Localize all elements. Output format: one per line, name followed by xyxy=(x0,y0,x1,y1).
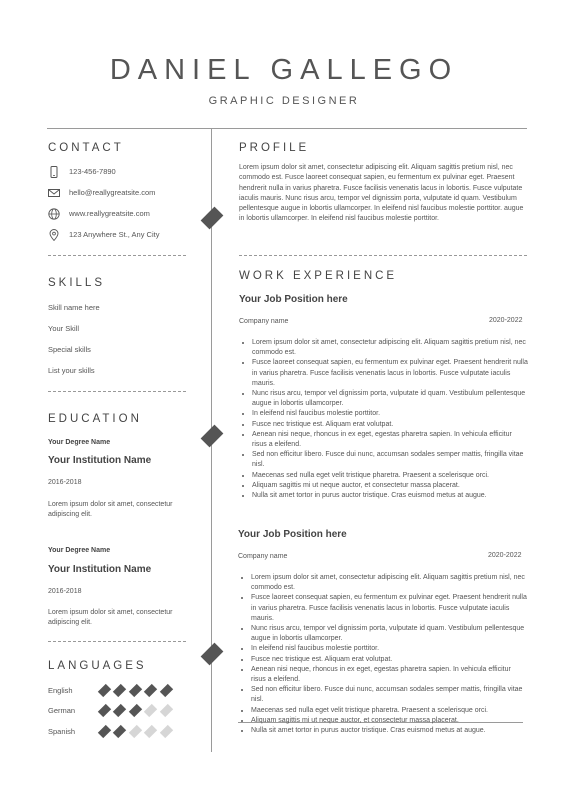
language-rating xyxy=(100,686,175,695)
job-bullets xyxy=(240,338,528,501)
rating-diamond-icon xyxy=(113,684,126,697)
company-name: Company name xyxy=(239,318,289,325)
job-bullet: • Lorem ipsum dolor sit amet, consectetur adipiscing elit. Aliquam sagittis pretium nisl, nec commodo est. xyxy=(252,338,528,358)
language-rating xyxy=(100,706,175,715)
job-bullet: • Sed non efficitur libero. Fusce dui nunc, accumsan sodales semper mattis, fringilla vitae nisl. xyxy=(252,450,528,470)
job-bullet: • Lorem ipsum dolor sit amet, consectetur adipiscing elit. Aliquam sagittis pretium nisl, nec commodo est. xyxy=(251,573,527,593)
section-divider xyxy=(48,391,186,392)
education-years: 2016-2018 xyxy=(48,479,82,486)
job-bullet: • Aenean nisi neque, rhoncus in ex eget, egestas pharetra sapien. In vehicula efficitur risus a eleifend. xyxy=(251,665,527,685)
job-bullet: • In eleifend nisl faucibus molestie porttitor. xyxy=(251,644,527,654)
languages-heading: LANGUAGES xyxy=(48,660,147,672)
job-bullet: • Nunc risus arcu, tempor vel dignissim porta, vulputate id quam. Vestibulum pellentesque augue in lobortis ullamcorper. xyxy=(251,624,527,644)
rating-diamond-icon xyxy=(144,725,157,738)
rating-diamond-icon xyxy=(159,725,172,738)
job-bullet: • Nulla sit amet tortor in purus auctor tristique. Cras euismod metus at augue. xyxy=(252,491,528,501)
resume-title: GRAPHIC DESIGNER xyxy=(208,95,360,107)
job-bullet: • Fusce laoreet consequat sapien, eu fermentum ex pulvinar eget. Praesent hendrerit nulla in varius pharetra. Fusce facilisis venenatis lacus in lobortis. Fusce vulputate iaculis mauris. xyxy=(252,358,528,389)
education-description: Lorem ipsum dolor sit amet, consectetur adipiscing elit. xyxy=(48,501,173,519)
rating-diamond-icon xyxy=(159,704,172,717)
language-name: Spanish xyxy=(48,727,76,736)
company-name: Company name xyxy=(238,553,288,560)
job-bullet: • Sed non efficitur libero. Fusce dui nunc, accumsan sodales semper mattis, fringilla vitae nisl. xyxy=(251,685,527,705)
skill-item: List your skills xyxy=(48,366,95,375)
phone-icon xyxy=(48,165,60,183)
contact-heading: CONTACT xyxy=(48,142,124,154)
job-bullet: • Maecenas sed nulla eget velit tristique pharetra. Praesent a scelerisque orci. xyxy=(251,706,527,716)
rating-diamond-icon xyxy=(159,684,172,697)
degree-name: Your Degree Name xyxy=(48,439,111,446)
education-years: 2016-2018 xyxy=(48,588,82,595)
profile-heading: PROFILE xyxy=(239,142,310,154)
skills-heading: SKILLS xyxy=(48,277,105,289)
header-divider xyxy=(47,128,527,129)
rating-diamond-icon xyxy=(144,684,157,697)
email-icon xyxy=(48,186,60,204)
location-icon xyxy=(48,228,60,246)
job-bullet: • Maecenas sed nulla eget velit tristique pharetra. Praesent a scelerisque orci. xyxy=(252,471,528,481)
job-bullet: • Fusce nec tristique est. Aliquam erat volutpat. xyxy=(251,655,527,665)
contact-email[interactable]: hello@reallygreatsite.com xyxy=(69,188,156,197)
job-position: Your Job Position here xyxy=(239,294,348,305)
globe-icon xyxy=(48,207,60,225)
rating-diamond-icon xyxy=(129,704,142,717)
job-bullet: • Nulla sit amet tortor in purus auctor tristique. Cras euismod metus at augue. xyxy=(251,726,527,736)
skill-item: Skill name here xyxy=(48,303,100,312)
education-description: Lorem ipsum dolor sit amet, consectetur adipiscing elit. xyxy=(48,609,173,627)
rating-diamond-icon xyxy=(98,725,111,738)
job-bullet: • Aliquam sagittis mi ut neque auctor, et consectetur massa placerat. xyxy=(252,481,528,491)
contact-website[interactable]: www.reallygreatsite.com xyxy=(69,209,150,218)
rating-diamond-icon xyxy=(113,704,126,717)
rating-diamond-icon xyxy=(98,684,111,697)
language-name: German xyxy=(48,706,76,715)
skill-item: Special skills xyxy=(48,345,91,354)
profile-text: Lorem ipsum dolor sit amet, consectetur adipiscing elit. Aliquam sagittis pretium nisl, nec commodo est. Fusce laoreet consequat sapien, eu fermentum ex pulvinar eget. Praesent hendrerit nulla in varius pharetra. Fusce facilisis venenatis lacus in lobortis. Fusce vulputate iaculis mauris. Nunc risus arcu, tempor vel dignissim porta, vulputate id quam. Vestibulum pellentesque augue in lobortis ullamcorper. In eleifend nisl faucibus molestie porttitor. augue in lobortis ullamcorper. In eleifend nisl faucibus molestie porttitor. xyxy=(239,164,524,223)
job-years: 2020-2022 xyxy=(488,552,522,559)
rating-diamond-icon xyxy=(113,725,126,738)
rating-diamond-icon xyxy=(144,704,157,717)
rating-diamond-icon xyxy=(129,684,142,697)
diamond-icon xyxy=(201,425,224,448)
section-divider xyxy=(48,641,186,642)
contact-address: 123 Anywhere St., Any City xyxy=(69,230,160,239)
resume-name: DANIEL GALLEGO xyxy=(109,54,459,86)
language-name: English xyxy=(48,686,73,695)
degree-name: Your Degree Name xyxy=(48,547,111,554)
job-bullet: • Nunc risus arcu, tempor vel dignissim porta, vulputate id quam. Vestibulum pellentesque augue in lobortis ullamcorper. xyxy=(252,389,528,409)
job-bullet: • In eleifend nisl faucibus molestie porttitor. xyxy=(252,409,528,419)
institution-name: Your Institution Name xyxy=(48,564,152,575)
education-heading: EDUCATION xyxy=(48,413,142,425)
job-bullet: • Aliquam sagittis mi ut neque auctor, et consectetur massa placerat. xyxy=(251,716,527,726)
diamond-icon xyxy=(201,207,224,230)
skill-item: Your Skill xyxy=(48,324,79,333)
job-bullet: • Fusce nec tristique est. Aliquam erat volutpat. xyxy=(252,420,528,430)
experience-heading: WORK EXPERIENCE xyxy=(239,270,398,282)
job-years: 2020-2022 xyxy=(489,317,523,324)
institution-name: Your Institution Name xyxy=(48,455,152,466)
section-divider xyxy=(48,255,186,256)
job-bullet: • Aenean nisi neque, rhoncus in ex eget, egestas pharetra sapien. In vehicula efficitur risus a eleifend. xyxy=(252,430,528,450)
contact-phone[interactable]: 123-456-7890 xyxy=(69,167,116,176)
rating-diamond-icon xyxy=(129,725,142,738)
job-bullet: • Fusce laoreet consequat sapien, eu fermentum ex pulvinar eget. Praesent hendrerit nulla in varius pharetra. Fusce facilisis venenatis lacus in lobortis. Fusce vulputate iaculis mauris. xyxy=(251,593,527,624)
language-rating xyxy=(100,727,175,736)
section-divider xyxy=(239,255,527,256)
diamond-icon xyxy=(201,643,224,666)
job-bullets xyxy=(239,573,527,736)
rating-diamond-icon xyxy=(98,704,111,717)
job-position: Your Job Position here xyxy=(238,529,347,540)
